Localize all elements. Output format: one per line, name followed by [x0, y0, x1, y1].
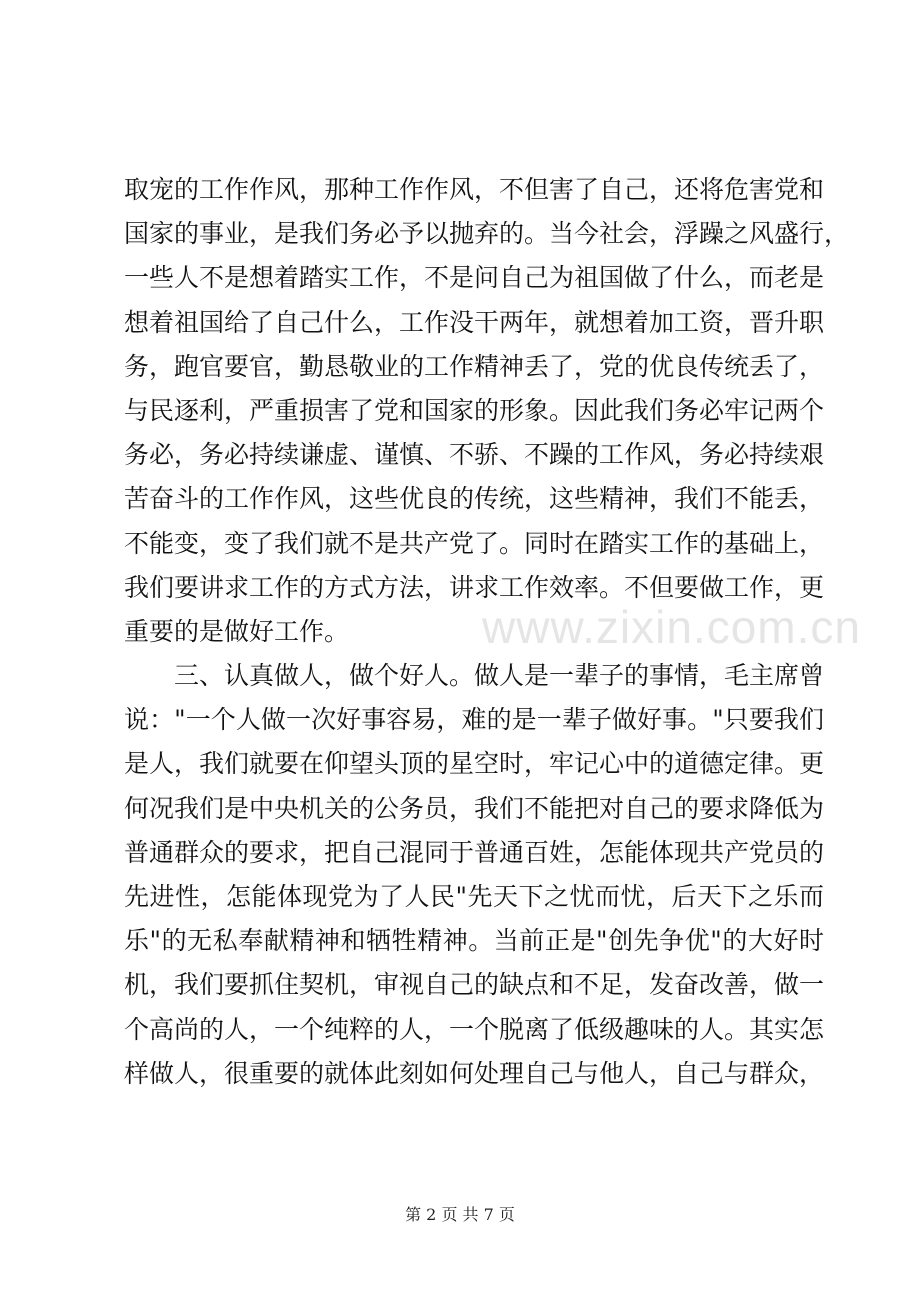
- text-line: 想着祖国给了自己什么，工作没干两年，就想着加工资，晋升职: [124, 307, 825, 337]
- text-line: 普通群众的要求，把自己混同于普通百姓，怎能体现共产党员的: [124, 837, 825, 867]
- text-line: 说："一个人做一次好事容易，难的是一辈子做好事。"只要我们: [124, 705, 824, 735]
- text-line: 机，我们要抓住契机，审视自己的缺点和不足，发奋改善，做一: [124, 970, 825, 1000]
- text-line: 先进性，怎能体现党为了人民"先天下之忧而忧，后天下之乐而: [124, 882, 824, 911]
- text-line: 个高尚的人，一个纯粹的人，一个脱离了低级趣味的人。其实怎: [124, 1014, 825, 1044]
- text-line: 样做人，很重要的就体此刻如何处理自己与他人，自己与群众，: [124, 1058, 825, 1088]
- text-line: 取宠的工作作风，那种工作作风，不但害了自己，还将危害党和: [124, 175, 825, 204]
- text-line: 一些人不是想着踏实工作，不是问自己为祖国做了什么，而老是: [124, 263, 825, 293]
- text-line: 务必，务必持续谦虚、谨慎、不骄、不躁的工作风，务必持续艰: [124, 440, 825, 470]
- text-line: 是人，我们就要在仰望头顶的星空时，牢记心中的道德定律。更: [124, 749, 825, 779]
- text-line: 乐"的无私奉献精神和牺牲精神。当前正是"创先争优"的大好时: [124, 926, 824, 956]
- body-text: [124, 168, 850, 1096]
- page-number-footer: 第 2 页 共 7 页: [405, 1205, 515, 1224]
- watermark-text: www.zixin.com.cn: [482, 601, 861, 653]
- text-line: 与民逐利，严重损害了党和国家的形象。因此我们务必牢记两个: [124, 395, 825, 425]
- text-line: 何况我们是中央机关的公务员，我们不能把对自己的要求降低为: [124, 793, 825, 823]
- text-line: 我们要讲求工作的方式方法，讲求工作效率。不但要做工作，更: [124, 572, 825, 602]
- text-line: 务，跑官要官，勤恳敬业的工作精神丢了，党的优良传统丢了，: [124, 351, 825, 381]
- text-line: 国家的事业，是我们务必予以抛弃的。当今社会，浮躁之风盛行，: [124, 219, 850, 249]
- paragraph-start-line: 三、认真做人，做个好人。做人是一辈子的事情，毛主席曾: [174, 661, 825, 691]
- text-line: 重要的是做好工作。: [124, 616, 350, 646]
- text-line: 不能变，变了我们就不是共产党了。同时在踏实工作的基础上，: [124, 528, 825, 558]
- text-line: 苦奋斗的工作作风，这些优良的传统，这些精神，我们不能丢，: [124, 484, 825, 514]
